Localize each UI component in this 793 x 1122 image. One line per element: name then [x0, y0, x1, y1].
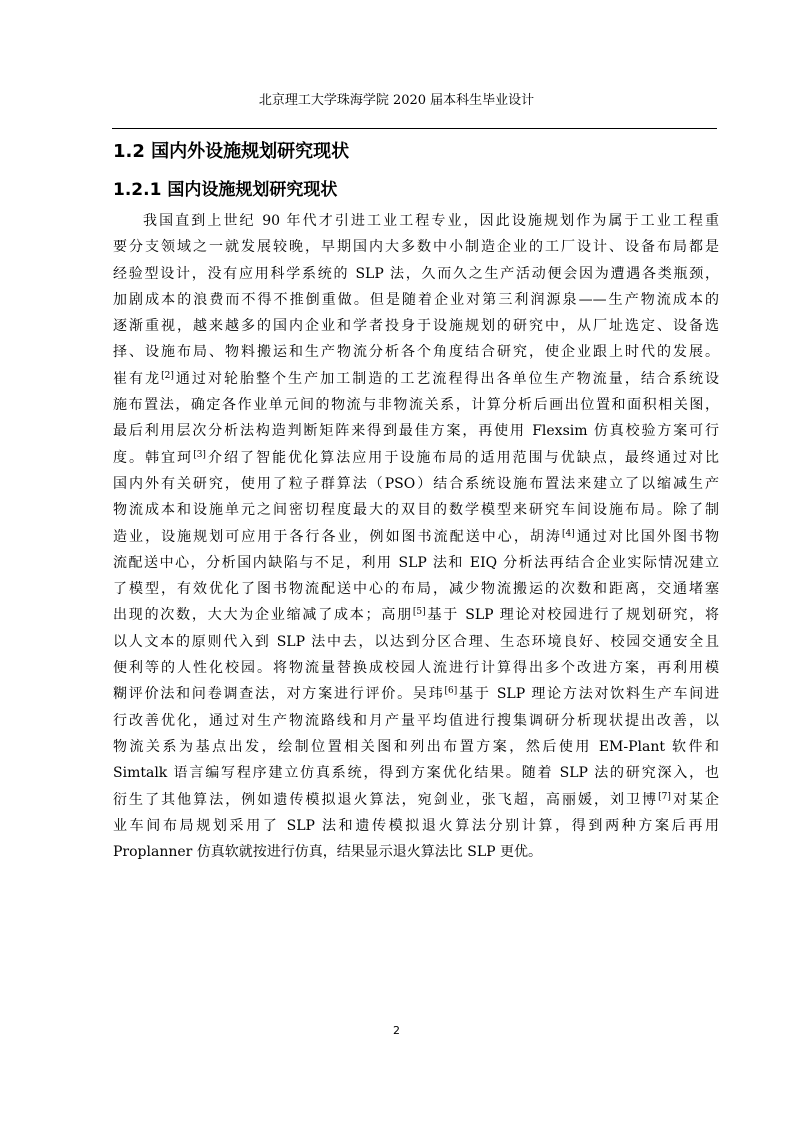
text-line: 物流关系为基点出发，绘制位置相关图和列出布置方案，然后使用 EM-Plant 软件和 — [113, 738, 719, 755]
section-heading: 1.2 国内外设施规划研究现状 — [113, 141, 350, 162]
text-line: 出现的次数，大大为企业缩减了成本；高朋[5]基于 SLP 理论对校园进行了规划研究，将 — [113, 607, 719, 624]
citation-author: 吴玮 — [412, 686, 445, 703]
citation-ref: [2] — [161, 370, 174, 381]
citation-ref: [3] — [193, 449, 206, 460]
citation-ref: [4] — [561, 528, 575, 539]
text-line: 加剧成本的浪费而不得不推倒重做。但是随着企业对第三利润源泉——生产物流成本的 — [113, 291, 719, 308]
text-line: 物流成本和设施单元之间密切程度最大的双目的数学模型来研究车间设施布局。除了制 — [113, 502, 719, 519]
text-line: Simtalk 语言编写程序建立仿真系统，得到方案优化结果。随着 SLP 法的研究深入，也 — [113, 765, 719, 782]
citation-author: 崔有龙 — [113, 370, 162, 387]
text-line: 造业，设施规划可应用于各行各业，例如图书流配送中心，胡涛[4]通过对比国外图书物 — [113, 528, 719, 545]
running-header: 北京理工大学珠海学院 2020 届本科生毕业设计 — [258, 93, 535, 108]
text-line: 业车间布局规划采用了 SLP 法和遗传模拟退火算法分别计算，得到两种方案后再用 — [113, 817, 719, 834]
citation-ref: [6] — [444, 686, 458, 697]
text-line: 经验型设计，没有应用科学系统的 SLP 法，久而久之生产活动便会因为遭遇各类瓶颈， — [113, 265, 719, 282]
citation-author: 胡涛 — [529, 528, 562, 545]
text-line: 糊评价法和问卷调查法，对方案进行评价。吴玮[6]基于 SLP 理论方法对饮料生产车间进 — [113, 686, 719, 703]
text-line: 最后利用层次分析法构造判断矩阵来得到最佳方案，再使用 Flexsim 仿真校验方案可行 — [113, 423, 719, 440]
text-line: 国内外有关研究，使用了粒子群算法（PSO）结合系统设施布置法来建立了以缩减生产 — [113, 475, 719, 492]
citation-ref: [5] — [412, 607, 426, 618]
text-line: 了模型，有效优化了图书物流配送中心的布局，减少物流搬运的次数和距离，交通堵塞 — [113, 581, 719, 598]
text-line: 衍生了其他算法，例如遗传模拟退火算法，宛剑业，张飞超，高丽媛，刘卫博[7]对某企 — [113, 791, 719, 808]
body-paragraph — [113, 208, 719, 865]
subsection-heading: 1.2.1 国内设施规划研究现状 — [113, 180, 338, 200]
citation-author: 高朋 — [379, 607, 413, 624]
text-line: 逐渐重视，越来越多的国内企业和学者投身于设施规划的研究中，从厂址选定、设备选 — [113, 318, 719, 335]
text-line: 施布置法，确定各作业单元间的物流与非物流关系，计算分析后画出位置和面积相关图， — [113, 397, 719, 414]
text-line: 以人文本的原则代入到 SLP 法中去，以达到分区合理、生态环境良好、校园交通安全且 — [113, 633, 719, 650]
header-divider — [112, 128, 717, 129]
text-line: 行改善优化，通过对生产物流路线和月产量平均值进行搜集调研分析现状提出改善，以 — [113, 712, 719, 729]
text-line: 要分支领域之一就发展较晚，早期国内大多数中小制造企业的工厂设计、设备布局都是 — [113, 239, 719, 256]
text-line: 便利等的人性化校园。将物流量替换成校园人流进行计算得出多个改进方案，再利用模 — [113, 660, 719, 677]
text-line: 我国直到上世纪 90 年代才引进工业工程专业，因此设施规划作为属于工业工程重 — [143, 213, 719, 229]
citation-author: 刘卫博 — [610, 791, 659, 808]
text-line: 度。韩宜珂[3]介绍了智能优化算法应用于设施布局的适用范围与优缺点，最终通过对比 — [113, 449, 719, 466]
text-line: Proplanner 仿真软就按进行仿真，结果显示退火算法比 SLP 更优。 — [113, 844, 542, 861]
text-line: 崔有龙[2]通过对轮胎整个生产加工制造的工艺流程得出各单位生产物流量，结合系统设 — [113, 370, 719, 387]
citation-ref: [7] — [658, 791, 671, 802]
text-line: 流配送中心，分析国内缺陷与不足，利用 SLP 法和 EIQ 分析法再结合企业实际情况建立 — [113, 554, 719, 571]
text-line: 择、设施布局、物料搬运和生产物流分析各个角度结合研究，使企业跟上时代的发展。 — [113, 344, 719, 361]
page-number: 2 — [393, 1024, 400, 1037]
citation-author: 韩宜珂 — [145, 449, 194, 466]
